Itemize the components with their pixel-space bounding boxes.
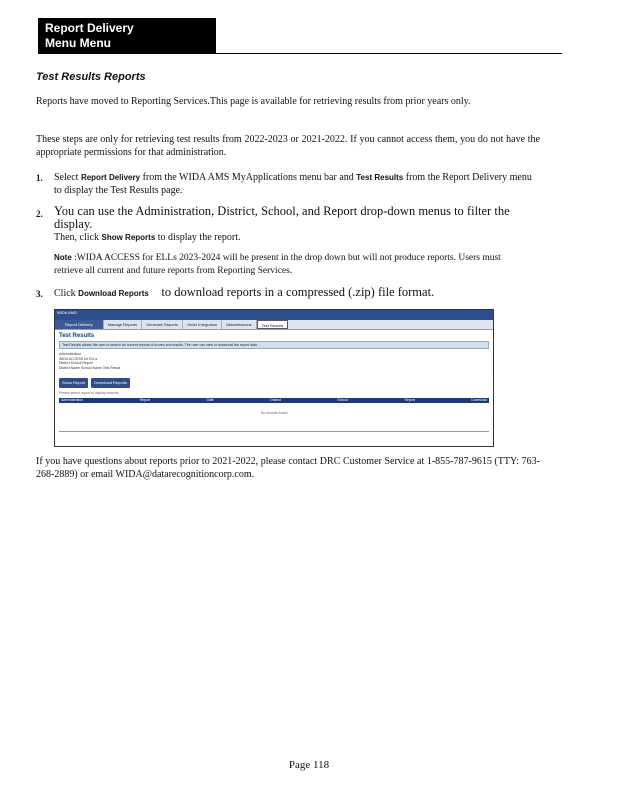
screenshot-nav-order-integration: Order Integration (183, 320, 222, 329)
screenshot-col-header: School (337, 398, 349, 402)
step-3-text-b: to download reports in a compressed (.zip) file format. (161, 285, 435, 299)
screenshot-info-banner: Test Results allows the user to search for current reports of scores and results. The user can view or download the report data. (59, 341, 489, 349)
paragraph-moved: Reports have moved to Reporting Services.This page is available for retrieving results from prior years only. (36, 96, 471, 107)
step-2 (54, 205, 540, 244)
step-1-text-b: from the WIDA AMS MyApplications menu bar and (140, 172, 357, 183)
section-title: Test Results Reports (36, 71, 146, 83)
paragraph-permissions: These steps are only for retrieving test results from 2022-2023 or 2021-2022. If you cannot access them, you do not have the appropriate permissions for that administration. (36, 134, 540, 158)
step-2-bold-show-reports: Show Reports (101, 233, 156, 242)
step-1-text-c: from the Report Delivery menu to display the Test Results page. (54, 172, 532, 196)
screenshot-divider (59, 431, 489, 432)
screenshot-col-header: District (270, 398, 281, 402)
step-3 (54, 286, 540, 300)
screenshot-nav-generate-reports: Generate Reports (142, 320, 183, 329)
screenshot-nav (55, 320, 493, 330)
note (54, 251, 524, 278)
step-1-bold-test-results: Test Results (356, 173, 404, 182)
screenshot-show-report-button: Show Report (59, 378, 88, 388)
screenshot-col-header: Administration (61, 398, 84, 402)
step-1 (54, 171, 540, 197)
step-3-text-a: Click (54, 288, 79, 299)
header-line-2: Menu Menu (45, 36, 111, 50)
step-1-bold-report-delivery: Report Delivery (80, 173, 141, 182)
screenshot-form-line: Administration (59, 352, 82, 356)
header-box (38, 18, 216, 54)
screenshot-col-header: Report (404, 398, 415, 402)
step-2-text-b: Then, click (54, 232, 102, 243)
screenshot-buttons (55, 378, 493, 388)
step-2-text-a: You can use the Administration, District, School, and Report drop-down menus to filter the display. (54, 204, 510, 231)
header-rule (38, 53, 562, 54)
screenshot-nav-manage-reports: Manage Reports (104, 320, 143, 329)
step-3-number: 3. (36, 289, 43, 299)
step-2-number: 2. (36, 209, 43, 219)
note-label: Note (54, 253, 72, 262)
test-results-screenshot (54, 309, 494, 447)
screenshot-nav-report-delivery: Report Delivery (55, 320, 104, 329)
screenshot-filter-form (55, 349, 493, 378)
page-number: Page 118 (288, 759, 330, 771)
note-text: :WIDA ACCESS for ELLs 2023-2024 will be present in the drop down but will not produce reports. Users must retrieve all current and future reports from Reporting Services. (54, 253, 501, 276)
screenshot-col-header: Date (206, 398, 214, 402)
screenshot-topbar: WIDA AMS (55, 310, 493, 320)
screenshot-nav-miscellaneous: Miscellaneous (222, 320, 256, 329)
screenshot-nav-test-results: Test Results (257, 320, 289, 329)
screenshot-form-line: District School Report (59, 361, 93, 365)
step-3-bold-download-reports: Download Reports (78, 289, 149, 298)
step-2-text-c: to display the report. (155, 232, 241, 243)
header-line-1: Report Delivery (45, 21, 134, 35)
step-1-text-a: Select (54, 172, 81, 183)
screenshot-col-header: Download (471, 398, 487, 402)
screenshot-form-line: District Name School Name Test Result (59, 365, 121, 370)
screenshot-col-header: Report (139, 398, 151, 402)
closing-paragraph: If you have questions about reports prior to 2021-2022, please contact DRC Customer Service at 1-855-787-9615 (TTY: 763-268-2889) or email WIDA@datarecognitioncorp.com. (36, 456, 540, 480)
screenshot-download-reports-button: Download Reports (91, 378, 130, 388)
step-1-number: 1. (36, 173, 43, 183)
screenshot-form-line: WIDA ACCESS for ELLs (59, 356, 98, 361)
screenshot-hint: Please select report to display records (59, 391, 119, 395)
screenshot-page-title: Test Results (59, 333, 95, 339)
screenshot-empty-message: No records found (260, 411, 288, 415)
